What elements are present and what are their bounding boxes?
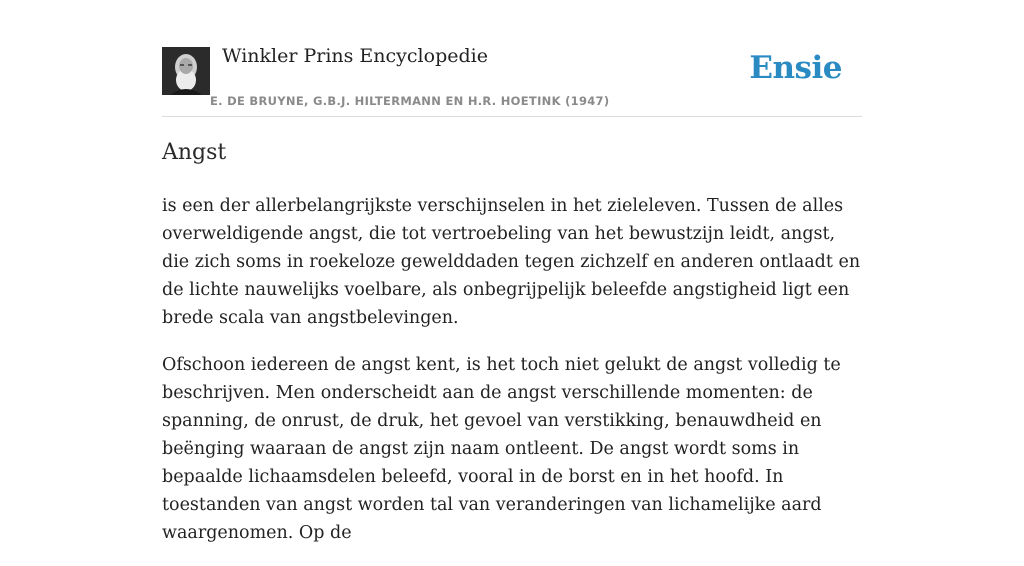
brand-logo[interactable]: Ensie xyxy=(749,50,842,86)
source-header xyxy=(162,0,862,117)
article-body xyxy=(162,192,862,566)
source-title[interactable]: Winkler Prins Encyclopedie xyxy=(222,45,488,67)
source-authors: E. DE BRUYNE, G.B.J. HILTERMANN EN H.R. HOETINK (1947) xyxy=(210,94,610,108)
article-title: Angst xyxy=(162,140,227,165)
article-paragraph: is een der allerbelangrijkste verschijnselen in het zieleleven. Tussen de alles overweldigende angst, die tot vertroebeling van het bewustzijn leidt, angst, die zich soms in roekeloze gewelddaden tegen zichzelf en anderen ontlaadt en de lichte nauwelijks voelbare, als onbegrijpelijk beleefde angstigheid ligt een brede scala van angstbelevingen. xyxy=(162,196,861,328)
avatar xyxy=(162,47,210,95)
author-portrait-icon xyxy=(162,47,210,95)
article-paragraph: Ofschoon iedereen de angst kent, is het toch niet gelukt de angst volledig te beschrijven. Men onderscheidt aan de angst verschillende momenten: de spanning, de onrust, de druk, het gevoel van verstikking, benauwdheid en beënging waaraan de angst zijn naam ontleent. De angst wordt soms in bepaalde lichaamsdelen beleefd, vooral in de borst en in het hoofd. In toestanden van angst worden tal van veranderingen van lichamelijke aard waargenomen. Op de xyxy=(162,355,841,543)
